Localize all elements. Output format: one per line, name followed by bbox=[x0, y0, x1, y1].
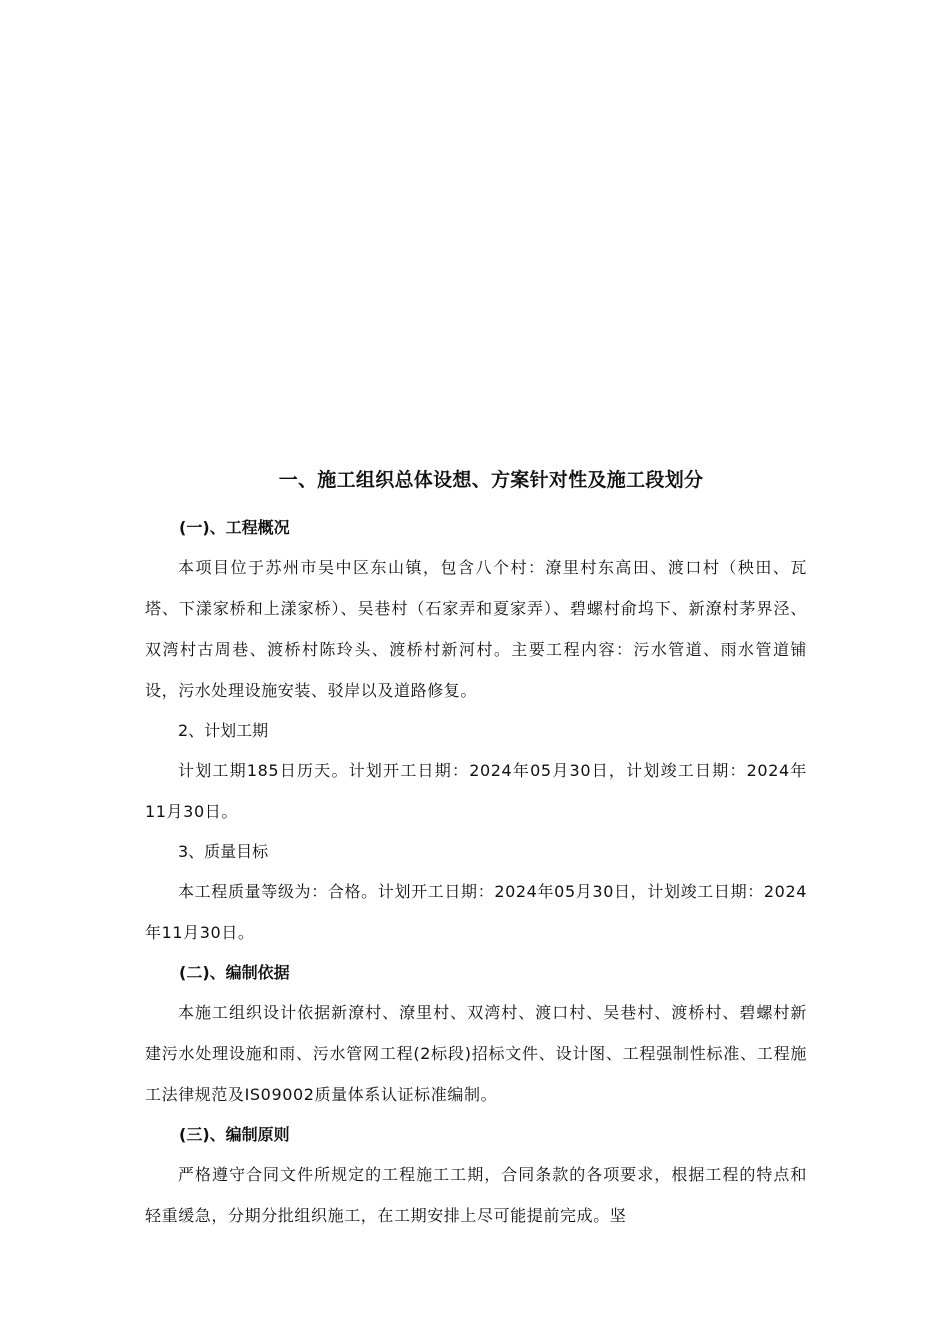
schedule-paragraph: 计划工期185日历天。计划开工日期：2024年05月30日，计划竣工日期：2024年11月30日。 bbox=[145, 761, 807, 821]
page-title: 一、施工组织总体设想、方案针对性及施工段划分 bbox=[278, 469, 704, 491]
document-body bbox=[145, 462, 807, 1236]
section-heading-principles: (三)、编制原则 bbox=[179, 1125, 290, 1144]
section-heading-basis: (二)、编制依据 bbox=[179, 963, 290, 982]
overview-paragraph: 本项目位于苏州市吴中区东山镇，包含八个村：潦里村东高田、渡口村（秧田、瓦塔、下漾家桥和上漾家桥）、吴巷村（石家弄和夏家弄）、碧螺村俞坞下、新潦村茅界泾、双湾村古周巷、渡桥村陈玲头、渡桥村新河村。主要工程内容：污水管道、雨水管道铺设，污水处理设施安装、驳岸以及道路修复。 bbox=[145, 558, 807, 700]
section-heading-overview: (一)、工程概况 bbox=[179, 518, 290, 537]
quality-label: 3、质量目标 bbox=[178, 842, 269, 861]
schedule-label: 2、计划工期 bbox=[178, 721, 269, 740]
quality-paragraph: 本工程质量等级为：合格。计划开工日期：2024年05月30日，计划竣工日期：2024年11月30日。 bbox=[145, 882, 807, 942]
basis-paragraph: 本施工组织设计依据新潦村、潦里村、双湾村、渡口村、吴巷村、渡桥村、碧螺村新建污水处理设施和雨、污水管网工程(2标段)招标文件、设计图、工程强制性标准、工程施工法律规范及IS09002质量体系认证标准编制。 bbox=[145, 1003, 807, 1104]
principles-paragraph: 严格遵守合同文件所规定的工程施工工期，合同条款的各项要求，根据工程的特点和轻重缓急，分期分批组织施工，在工期安排上尽可能提前完成。坚 bbox=[145, 1165, 807, 1225]
